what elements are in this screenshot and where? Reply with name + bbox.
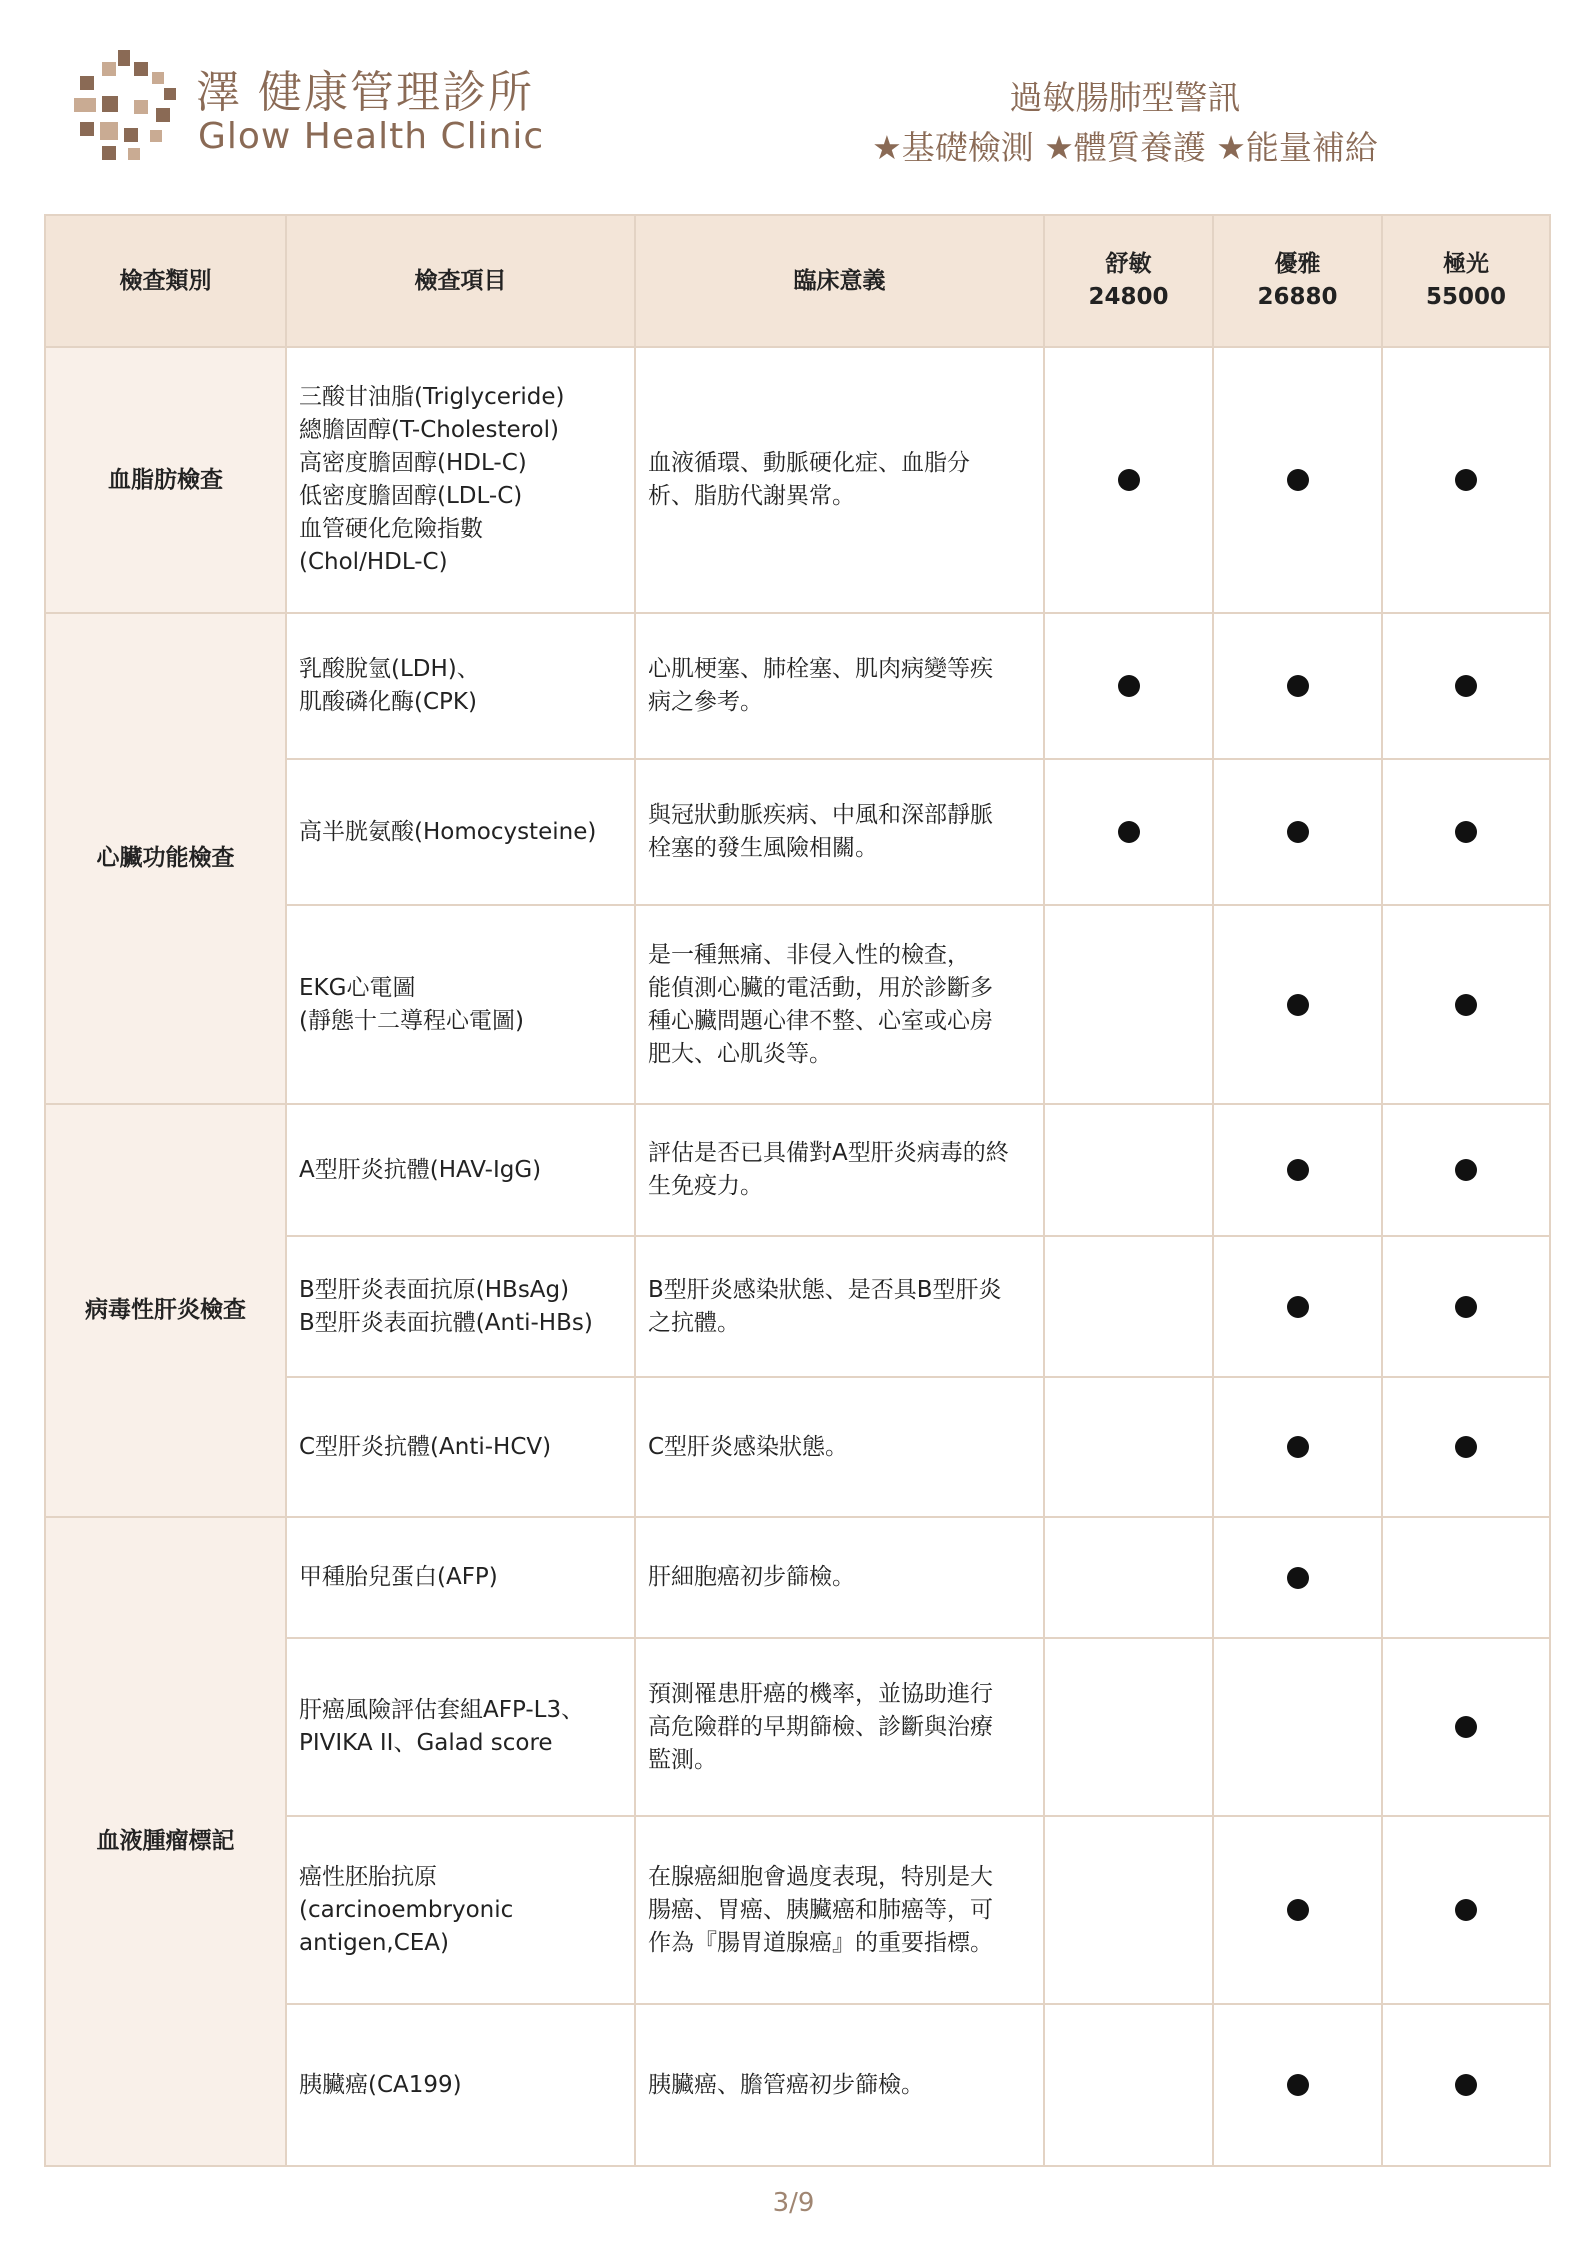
item-cell: C型肝炎抗體(Anti-HCV) [286, 1377, 635, 1517]
mark-cell [1044, 1236, 1213, 1377]
meaning-cell: 評估是否已具備對A型肝炎病毒的終 生免疫力。 [635, 1104, 1044, 1236]
item-cell: B型肝炎表面抗原(HBsAg) B型肝炎表面抗體(Anti-HBs) [286, 1236, 635, 1377]
mark-cell [1044, 1377, 1213, 1517]
included-dot-icon [1455, 821, 1477, 843]
mark-cell [1382, 347, 1550, 613]
meaning-cell: 肝細胞癌初步篩檢。 [635, 1517, 1044, 1638]
mark-cell [1213, 613, 1382, 759]
item-cell: 高半胱氨酸(Homocysteine) [286, 759, 635, 905]
included-dot-icon [1118, 821, 1140, 843]
included-dot-icon [1287, 2074, 1309, 2096]
included-dot-icon [1455, 1159, 1477, 1181]
mark-cell [1213, 347, 1382, 613]
category-cell: 血液腫瘤標記 [45, 1517, 286, 2166]
clinic-name-en: Glow Health Clinic [198, 116, 545, 157]
meaning-cell: 胰臟癌、膽管癌初步篩檢。 [635, 2004, 1044, 2166]
mark-cell [1382, 1816, 1550, 2004]
mark-cell [1044, 1816, 1213, 2004]
item-cell: 肝癌風險評估套組AFP-L3、 PIVIKA II、Galad score [286, 1638, 635, 1816]
mark-cell [1044, 1104, 1213, 1236]
included-dot-icon [1455, 469, 1477, 491]
mark-cell [1213, 759, 1382, 905]
included-dot-icon [1287, 1296, 1309, 1318]
included-dot-icon [1287, 994, 1309, 1016]
table-row [45, 613, 1550, 759]
included-dot-icon [1455, 2074, 1477, 2096]
mark-cell [1213, 1377, 1382, 1517]
mark-cell [1213, 1638, 1382, 1816]
clinic-name-cn: 澤 健康管理診所 [196, 67, 534, 118]
included-dot-icon [1455, 994, 1477, 1016]
page-header [0, 0, 1587, 200]
package-name: 優雅 [1274, 251, 1321, 277]
header-item: 檢查項目 [286, 215, 635, 347]
included-dot-icon [1118, 469, 1140, 491]
category-cell: 病毒性肝炎檢查 [45, 1104, 286, 1517]
meaning-cell: B型肝炎感染狀態、是否具B型肝炎 之抗體。 [635, 1236, 1044, 1377]
package-name: 舒敏 [1105, 251, 1152, 277]
included-dot-icon [1287, 1899, 1309, 1921]
meaning-cell: 在腺癌細胞會過度表現，特別是大 腸癌、胃癌、胰臟癌和肺癌等，可 作為『腸胃道腺癌』的重要指標。 [635, 1816, 1044, 2004]
mark-cell [1044, 347, 1213, 613]
clinic-logo-icon [72, 48, 182, 163]
page-number: 3/9 [772, 2188, 815, 2218]
package-price: 26880 [1257, 284, 1338, 310]
plan-subtitle: ★基礎檢測 ★體質養護 ★能量補給 [872, 128, 1378, 167]
mark-cell [1213, 905, 1382, 1104]
mark-cell [1382, 759, 1550, 905]
mark-cell [1044, 613, 1213, 759]
meaning-cell: 預測罹患肝癌的機率，並協助進行 高危險群的早期篩檢、診斷與治療 監測。 [635, 1638, 1044, 1816]
header-category: 檢查類別 [45, 215, 286, 347]
meaning-cell: 心肌梗塞、肺栓塞、肌肉病變等疾 病之參考。 [635, 613, 1044, 759]
mark-cell [1382, 1377, 1550, 1517]
meaning-cell: 是一種無痛、非侵入性的檢查， 能偵測心臟的電活動，用於診斷多 種心臟問題心律不整、心室或心房 肥大、心肌炎等。 [635, 905, 1044, 1104]
package-name: 極光 [1443, 251, 1489, 277]
meaning-cell: 血液循環、動脈硬化症、血脂分 析、脂肪代謝異常。 [635, 347, 1044, 613]
header-meaning: 臨床意義 [635, 215, 1044, 347]
included-dot-icon [1455, 1436, 1477, 1458]
included-dot-icon [1455, 1296, 1477, 1318]
table-header-row [45, 215, 1550, 347]
table-row [45, 347, 1550, 613]
mark-cell [1382, 1517, 1550, 1638]
package-price: 24800 [1088, 284, 1169, 310]
included-dot-icon [1455, 675, 1477, 697]
table-row [45, 1104, 1550, 1236]
header-package [1213, 215, 1382, 347]
mark-cell [1382, 1236, 1550, 1377]
plan-title: 過敏腸肺型警訊 [1009, 78, 1241, 117]
exam-table [44, 214, 1551, 2167]
included-dot-icon [1287, 675, 1309, 697]
included-dot-icon [1287, 1159, 1309, 1181]
table-row [45, 1517, 1550, 1638]
mark-cell [1044, 2004, 1213, 2166]
header-package [1382, 215, 1550, 347]
mark-cell [1044, 1638, 1213, 1816]
meaning-cell: 與冠狀動脈疾病、中風和深部靜脈 栓塞的發生風險相關。 [635, 759, 1044, 905]
mark-cell [1044, 759, 1213, 905]
item-cell: EKG心電圖 (靜態十二導程心電圖) [286, 905, 635, 1104]
item-cell: 胰臟癌(CA199) [286, 2004, 635, 2166]
meaning-cell: C型肝炎感染狀態。 [635, 1377, 1044, 1517]
included-dot-icon [1287, 1436, 1309, 1458]
included-dot-icon [1118, 675, 1140, 697]
item-cell: 三酸甘油脂(Triglyceride) 總膽固醇(T-Cholesterol) 高密度膽固醇(HDL-C) 低密度膽固醇(LDL-C) 血管硬化危險指數 (Chol/HDL-C) [286, 347, 635, 613]
mark-cell [1213, 1104, 1382, 1236]
category-cell: 心臟功能檢查 [45, 613, 286, 1104]
mark-cell [1382, 1638, 1550, 1816]
category-cell: 血脂肪檢查 [45, 347, 286, 613]
included-dot-icon [1287, 1567, 1309, 1589]
included-dot-icon [1287, 821, 1309, 843]
mark-cell [1382, 613, 1550, 759]
mark-cell [1213, 1236, 1382, 1377]
mark-cell [1044, 905, 1213, 1104]
included-dot-icon [1455, 1899, 1477, 1921]
mark-cell [1382, 1104, 1550, 1236]
mark-cell [1382, 2004, 1550, 2166]
mark-cell [1213, 2004, 1382, 2166]
included-dot-icon [1287, 469, 1309, 491]
package-price: 55000 [1425, 284, 1507, 310]
mark-cell [1044, 1517, 1213, 1638]
item-cell: 乳酸脫氫(LDH)、 肌酸磷化酶(CPK) [286, 613, 635, 759]
mark-cell [1382, 905, 1550, 1104]
mark-cell [1213, 1517, 1382, 1638]
item-cell: 甲種胎兒蛋白(AFP) [286, 1517, 635, 1638]
header-package [1044, 215, 1213, 347]
item-cell: A型肝炎抗體(HAV-IgG) [286, 1104, 635, 1236]
included-dot-icon [1455, 1716, 1477, 1738]
mark-cell [1213, 1816, 1382, 2004]
item-cell: 癌性胚胎抗原 (carcinoembryonic antigen,CEA) [286, 1816, 635, 2004]
